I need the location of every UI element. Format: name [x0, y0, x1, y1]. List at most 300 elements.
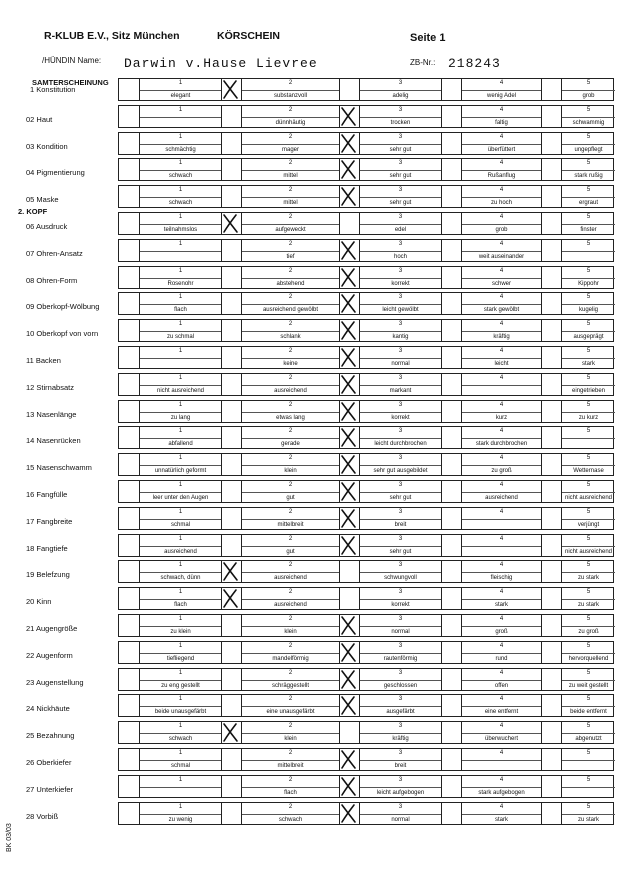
- row-label: 18 Fangtiefe: [26, 543, 68, 553]
- check-box[interactable]: [441, 159, 461, 180]
- check-box[interactable]: [221, 320, 241, 341]
- option-label: beide unausgefärbt: [140, 706, 221, 717]
- check-box[interactable]: [221, 642, 241, 663]
- rating-option[interactable]: [241, 293, 339, 314]
- check-box[interactable]: [339, 561, 359, 582]
- rating-option[interactable]: [241, 749, 339, 770]
- rating-option[interactable]: [139, 454, 221, 475]
- check-box[interactable]: [221, 186, 241, 207]
- check-box[interactable]: [441, 79, 461, 100]
- rating-option[interactable]: [139, 427, 221, 448]
- option-number: 5: [586, 240, 591, 247]
- rating-option[interactable]: [359, 588, 441, 609]
- row-label: 20 Kinn: [26, 597, 52, 607]
- rating-option[interactable]: [561, 803, 615, 824]
- rating-option[interactable]: [241, 133, 339, 154]
- rating-option[interactable]: [359, 642, 441, 663]
- check-box[interactable]: [221, 481, 241, 502]
- rating-option[interactable]: [461, 267, 541, 288]
- rating-option[interactable]: [241, 481, 339, 502]
- rating-option[interactable]: [359, 79, 441, 100]
- check-box[interactable]: [119, 347, 139, 368]
- rating-option[interactable]: [561, 535, 615, 556]
- rating-row: [118, 426, 614, 449]
- rating-option[interactable]: [561, 508, 615, 529]
- check-box[interactable]: [541, 535, 561, 556]
- rating-option[interactable]: [241, 159, 339, 180]
- option-label: fleischig: [462, 572, 541, 583]
- option-number: 2: [288, 80, 293, 86]
- rating-option[interactable]: [359, 293, 441, 314]
- check-box[interactable]: [119, 293, 139, 314]
- rating-option[interactable]: [561, 642, 615, 663]
- check-box[interactable]: [221, 106, 241, 127]
- option-number: 3: [398, 589, 403, 596]
- check-box[interactable]: [441, 749, 461, 770]
- rating-option[interactable]: [139, 79, 221, 100]
- option-label: rautenförmig: [360, 653, 441, 664]
- rating-option[interactable]: [241, 803, 339, 824]
- rating-row: [118, 534, 614, 557]
- check-box[interactable]: [441, 293, 461, 314]
- rating-option[interactable]: [461, 535, 541, 556]
- check-box[interactable]: [119, 213, 139, 234]
- rating-option[interactable]: [461, 615, 541, 636]
- rating-option[interactable]: [139, 186, 221, 207]
- rating-option[interactable]: [241, 776, 339, 797]
- rating-option[interactable]: [139, 642, 221, 663]
- check-box[interactable]: [541, 695, 561, 716]
- check-box[interactable]: [541, 106, 561, 127]
- check-box[interactable]: [119, 615, 139, 636]
- option-label: zu klein: [140, 626, 221, 637]
- check-box[interactable]: [119, 79, 139, 100]
- check-box[interactable]: [541, 481, 561, 502]
- rating-option[interactable]: [359, 561, 441, 582]
- check-box[interactable]: [541, 615, 561, 636]
- rating-option[interactable]: [139, 267, 221, 288]
- rating-option[interactable]: [139, 803, 221, 824]
- check-box[interactable]: [339, 213, 359, 234]
- rating-option[interactable]: [561, 347, 615, 368]
- rating-option[interactable]: [461, 347, 541, 368]
- check-box[interactable]: [221, 695, 241, 716]
- rating-row: [118, 212, 614, 235]
- rating-option[interactable]: [561, 776, 615, 797]
- rating-option[interactable]: [561, 106, 615, 127]
- rating-option[interactable]: [359, 374, 441, 395]
- check-box[interactable]: [119, 535, 139, 556]
- option-number: 2: [288, 455, 293, 462]
- check-box[interactable]: [541, 454, 561, 475]
- check-box[interactable]: [221, 293, 241, 314]
- rating-option[interactable]: [139, 561, 221, 582]
- check-box[interactable]: [119, 267, 139, 288]
- rating-option[interactable]: [561, 240, 615, 261]
- check-box[interactable]: [441, 508, 461, 529]
- option-label: elegant: [140, 90, 221, 101]
- check-box[interactable]: [119, 669, 139, 690]
- rating-option[interactable]: [359, 401, 441, 422]
- check-box[interactable]: [541, 267, 561, 288]
- check-box[interactable]: [221, 535, 241, 556]
- check-box[interactable]: [441, 722, 461, 743]
- rating-option[interactable]: [359, 427, 441, 448]
- check-box[interactable]: [441, 427, 461, 448]
- rating-option[interactable]: [561, 159, 615, 180]
- rating-option[interactable]: [241, 240, 339, 261]
- rating-option[interactable]: [359, 159, 441, 180]
- rating-option[interactable]: [359, 240, 441, 261]
- option-label: nicht ausreichend: [140, 385, 221, 396]
- rating-option[interactable]: [139, 293, 221, 314]
- check-box[interactable]: [221, 401, 241, 422]
- option-number: 4: [499, 160, 504, 167]
- check-box[interactable]: [541, 642, 561, 663]
- rating-option[interactable]: [561, 186, 615, 207]
- check-box[interactable]: [441, 133, 461, 154]
- check-box[interactable]: [541, 213, 561, 234]
- rating-option[interactable]: [359, 615, 441, 636]
- rating-option[interactable]: [241, 106, 339, 127]
- rating-option[interactable]: [139, 749, 221, 770]
- rating-option[interactable]: [359, 749, 441, 770]
- rating-option[interactable]: [139, 347, 221, 368]
- check-box[interactable]: [221, 803, 241, 824]
- rating-option[interactable]: [561, 427, 615, 448]
- rating-option[interactable]: [461, 481, 541, 502]
- rating-option[interactable]: [241, 267, 339, 288]
- rating-option[interactable]: [461, 401, 541, 422]
- check-box[interactable]: [221, 669, 241, 690]
- option-number: 5: [586, 374, 591, 381]
- rating-option[interactable]: [359, 133, 441, 154]
- option-label: leicht: [462, 358, 541, 369]
- check-box[interactable]: [541, 722, 561, 743]
- check-box[interactable]: [441, 106, 461, 127]
- check-box[interactable]: [441, 481, 461, 502]
- option-label: ungepflegt: [562, 144, 615, 155]
- check-box[interactable]: [119, 106, 139, 127]
- option-number: 1: [178, 803, 183, 810]
- rating-option[interactable]: [241, 374, 339, 395]
- rating-option[interactable]: [461, 695, 541, 716]
- check-box[interactable]: [541, 347, 561, 368]
- check-box[interactable]: [541, 240, 561, 261]
- rating-option[interactable]: [461, 427, 541, 448]
- rating-option[interactable]: [561, 454, 615, 475]
- check-box[interactable]: [541, 749, 561, 770]
- option-label: [562, 787, 615, 798]
- rating-option[interactable]: [139, 106, 221, 127]
- rating-option[interactable]: [561, 615, 615, 636]
- check-box[interactable]: [541, 293, 561, 314]
- option-label: zu wenig: [140, 814, 221, 825]
- check-box[interactable]: [441, 347, 461, 368]
- rating-option[interactable]: [139, 695, 221, 716]
- rating-option[interactable]: [139, 401, 221, 422]
- check-box[interactable]: [441, 588, 461, 609]
- rating-option[interactable]: [139, 481, 221, 502]
- rating-option[interactable]: [561, 588, 615, 609]
- option-label: leer unter den Augen: [140, 492, 221, 503]
- rating-option[interactable]: [461, 588, 541, 609]
- rating-option[interactable]: [241, 588, 339, 609]
- check-box[interactable]: [221, 374, 241, 395]
- rating-option[interactable]: [561, 669, 615, 690]
- check-box[interactable]: [119, 159, 139, 180]
- check-box[interactable]: [119, 588, 139, 609]
- rating-option[interactable]: [461, 186, 541, 207]
- check-box[interactable]: [221, 240, 241, 261]
- check-box[interactable]: [441, 454, 461, 475]
- rating-option[interactable]: [461, 320, 541, 341]
- rating-option[interactable]: [561, 561, 615, 582]
- rating-option[interactable]: [359, 508, 441, 529]
- rating-option[interactable]: [561, 695, 615, 716]
- check-box[interactable]: [541, 803, 561, 824]
- option-label: flach: [140, 599, 221, 610]
- check-box[interactable]: [441, 642, 461, 663]
- check-box[interactable]: [119, 722, 139, 743]
- check-box[interactable]: [541, 133, 561, 154]
- rating-option[interactable]: [461, 508, 541, 529]
- option-number: 3: [398, 321, 403, 328]
- rating-option[interactable]: [561, 267, 615, 288]
- check-box[interactable]: [119, 401, 139, 422]
- rating-option[interactable]: [461, 722, 541, 743]
- rating-option[interactable]: [241, 320, 339, 341]
- rating-option[interactable]: [359, 803, 441, 824]
- check-box[interactable]: [541, 588, 561, 609]
- rating-option[interactable]: [461, 240, 541, 261]
- option-number: 3: [398, 562, 403, 569]
- handwritten-x-mark: [338, 535, 358, 556]
- option-number: 4: [499, 106, 504, 113]
- option-number: 5: [586, 455, 591, 462]
- option-label: zu hoch: [462, 197, 541, 208]
- rating-option[interactable]: [359, 320, 441, 341]
- check-box[interactable]: [221, 347, 241, 368]
- rating-option[interactable]: [139, 588, 221, 609]
- check-box[interactable]: [541, 669, 561, 690]
- option-number: 3: [398, 187, 403, 194]
- rating-option[interactable]: [561, 320, 615, 341]
- rating-option[interactable]: [461, 642, 541, 663]
- rating-option[interactable]: [241, 79, 339, 100]
- rating-option[interactable]: [561, 481, 615, 502]
- rating-option[interactable]: [139, 508, 221, 529]
- check-box[interactable]: [541, 401, 561, 422]
- rating-option[interactable]: [241, 508, 339, 529]
- rating-option[interactable]: [561, 749, 615, 770]
- check-box[interactable]: [221, 133, 241, 154]
- rating-option[interactable]: [461, 106, 541, 127]
- option-label: tief: [242, 251, 339, 262]
- check-box[interactable]: [541, 374, 561, 395]
- check-box[interactable]: [541, 776, 561, 797]
- option-number: 4: [499, 723, 504, 730]
- rating-option[interactable]: [241, 535, 339, 556]
- rating-option[interactable]: [461, 454, 541, 475]
- rating-option[interactable]: [139, 722, 221, 743]
- check-box[interactable]: [541, 427, 561, 448]
- rating-option[interactable]: [241, 186, 339, 207]
- rating-option[interactable]: [139, 669, 221, 690]
- rating-option[interactable]: [241, 401, 339, 422]
- check-box[interactable]: [441, 374, 461, 395]
- rating-option[interactable]: [461, 803, 541, 824]
- check-box[interactable]: [339, 588, 359, 609]
- rating-option[interactable]: [241, 561, 339, 582]
- check-box[interactable]: [441, 186, 461, 207]
- check-box[interactable]: [221, 749, 241, 770]
- rating-option[interactable]: [359, 535, 441, 556]
- rating-option[interactable]: [241, 615, 339, 636]
- option-number: 1: [178, 455, 183, 462]
- rating-option[interactable]: [139, 615, 221, 636]
- option-label: gut: [242, 492, 339, 503]
- rating-option[interactable]: [241, 695, 339, 716]
- check-box[interactable]: [441, 535, 461, 556]
- rating-option[interactable]: [139, 133, 221, 154]
- rating-row: [118, 802, 614, 825]
- rating-option[interactable]: [139, 240, 221, 261]
- check-box[interactable]: [119, 508, 139, 529]
- check-box[interactable]: [119, 695, 139, 716]
- rating-option[interactable]: [359, 776, 441, 797]
- check-box[interactable]: [339, 79, 359, 100]
- rating-option[interactable]: [139, 213, 221, 234]
- check-box[interactable]: [119, 776, 139, 797]
- rating-option[interactable]: [241, 669, 339, 690]
- check-box[interactable]: [119, 374, 139, 395]
- check-box[interactable]: [541, 186, 561, 207]
- rating-option[interactable]: [461, 159, 541, 180]
- rating-option[interactable]: [241, 642, 339, 663]
- option-number: 4: [499, 267, 504, 274]
- check-box[interactable]: [441, 401, 461, 422]
- check-box[interactable]: [119, 561, 139, 582]
- check-box[interactable]: [119, 749, 139, 770]
- rating-option[interactable]: [359, 669, 441, 690]
- rating-option[interactable]: [359, 347, 441, 368]
- check-box[interactable]: [541, 79, 561, 100]
- check-box[interactable]: [119, 133, 139, 154]
- check-box[interactable]: [221, 159, 241, 180]
- rating-option[interactable]: [359, 695, 441, 716]
- check-box[interactable]: [441, 695, 461, 716]
- rating-option[interactable]: [461, 79, 541, 100]
- rating-option[interactable]: [461, 213, 541, 234]
- check-box[interactable]: [119, 454, 139, 475]
- rating-option[interactable]: [561, 722, 615, 743]
- rating-option[interactable]: [461, 669, 541, 690]
- rating-option[interactable]: [461, 776, 541, 797]
- check-box[interactable]: [541, 508, 561, 529]
- rating-option[interactable]: [139, 535, 221, 556]
- check-box[interactable]: [221, 615, 241, 636]
- rating-option[interactable]: [461, 561, 541, 582]
- rating-option[interactable]: [241, 213, 339, 234]
- check-box[interactable]: [441, 213, 461, 234]
- rating-option[interactable]: [561, 401, 615, 422]
- check-box[interactable]: [339, 722, 359, 743]
- rating-option[interactable]: [139, 159, 221, 180]
- rating-option[interactable]: [561, 374, 615, 395]
- check-box[interactable]: [221, 427, 241, 448]
- check-box[interactable]: [441, 267, 461, 288]
- rating-option[interactable]: [461, 374, 541, 395]
- option-number: 2: [288, 294, 293, 301]
- rating-option[interactable]: [461, 133, 541, 154]
- rating-option[interactable]: [241, 722, 339, 743]
- rating-option[interactable]: [561, 79, 615, 100]
- check-box[interactable]: [119, 186, 139, 207]
- rating-option[interactable]: [461, 749, 541, 770]
- rating-option[interactable]: [139, 320, 221, 341]
- dog-name-field[interactable]: Darwin v.Hause Lievree: [124, 56, 318, 71]
- rating-option[interactable]: [359, 481, 441, 502]
- rating-option[interactable]: [359, 186, 441, 207]
- check-box[interactable]: [119, 803, 139, 824]
- check-box[interactable]: [441, 320, 461, 341]
- rating-option[interactable]: [561, 133, 615, 154]
- check-box[interactable]: [119, 481, 139, 502]
- row-label: 24 Nickhäute: [26, 704, 70, 714]
- rating-option[interactable]: [241, 454, 339, 475]
- rating-option[interactable]: [561, 213, 615, 234]
- rating-option[interactable]: [461, 293, 541, 314]
- check-box[interactable]: [541, 561, 561, 582]
- rating-option[interactable]: [359, 454, 441, 475]
- handwritten-x-mark: [338, 454, 358, 475]
- rating-option[interactable]: [359, 267, 441, 288]
- rating-option[interactable]: [359, 106, 441, 127]
- check-box[interactable]: [221, 267, 241, 288]
- check-box[interactable]: [119, 427, 139, 448]
- check-box[interactable]: [441, 669, 461, 690]
- option-number: 4: [499, 187, 504, 194]
- check-box[interactable]: [119, 240, 139, 261]
- option-label: hoch: [360, 251, 441, 262]
- zb-number-field[interactable]: 218243: [448, 56, 501, 71]
- check-box[interactable]: [119, 642, 139, 663]
- rating-option[interactable]: [359, 213, 441, 234]
- option-label: schwach: [140, 733, 221, 744]
- option-label: sehr gut: [360, 170, 441, 181]
- rating-option[interactable]: [359, 722, 441, 743]
- check-box[interactable]: [119, 320, 139, 341]
- rating-option[interactable]: [561, 293, 615, 314]
- check-box[interactable]: [541, 320, 561, 341]
- rating-option[interactable]: [139, 776, 221, 797]
- check-box[interactable]: [441, 561, 461, 582]
- option-label: mittelbreit: [242, 519, 339, 530]
- rating-option[interactable]: [139, 374, 221, 395]
- check-box[interactable]: [441, 615, 461, 636]
- check-box[interactable]: [221, 776, 241, 797]
- check-box[interactable]: [441, 776, 461, 797]
- check-box[interactable]: [441, 803, 461, 824]
- check-box[interactable]: [541, 159, 561, 180]
- check-box[interactable]: [221, 454, 241, 475]
- rating-option[interactable]: [241, 347, 339, 368]
- check-box[interactable]: [441, 240, 461, 261]
- option-label: schräggestellt: [242, 680, 339, 691]
- check-box[interactable]: [221, 508, 241, 529]
- rating-option[interactable]: [241, 427, 339, 448]
